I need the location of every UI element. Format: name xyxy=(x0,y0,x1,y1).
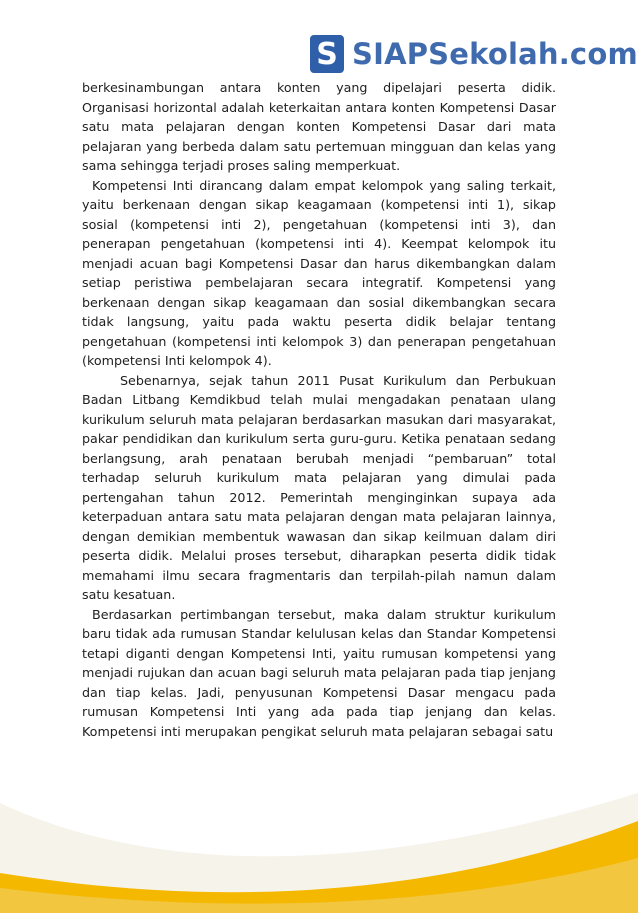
paragraph: berkesinambungan antara konten yang dipelajari peserta didik. Organisasi horizontal adalah keterkaitan antara konten Kompetensi Dasar satu mata pelajaran dengan konten Kompetensi Dasar dari mata pelajaran yang berbeda dalam satu pertemuan mingguan dan kelas yang sama sehingga terjadi proses saling memperkuat. xyxy=(82,80,556,173)
decorative-swoosh xyxy=(0,763,638,913)
paragraph: Kompetensi Inti dirancang dalam empat kelompok yang saling terkait, yaitu berkenaan dengan sikap keagamaan (kompetensi inti 1), sikap sosial (kompetensi inti 2), pengetahuan (kompetensi inti 3), dan penerapan pengetahuan (kompetensi inti 4). Keempat kelompok itu menjadi acuan bagi Kompetensi Dasar dan harus dikembangkan dalam setiap peristiwa pembelajaran secara integratif. Kompetensi yang berkenaan dengan sikap keagamaan dan sosial dikembangkan secara tidak langsung, yaitu pada waktu peserta didik belajar tentang pengetahuan (kompetensi inti kelompok 3) dan penerapan pengetahuan (kompetensi Inti kelompok 4). xyxy=(82,177,556,368)
paragraph: Berdasarkan pertimbangan tersebut, maka dalam struktur kurikulum baru tidak ada rumusan Standar kelulusan kelas dan Standar Kompetensi tetapi diganti dengan Kompetensi Inti, yaitu rumusan kompetensi yang menjadi rujukan dan acuan bagi seluruh mata pelajaran pada tiap jenjang dan tiap kelas. Jadi, penyusunan Kompetensi Dasar mengacu pada rumusan Kompetensi Inti yang ada pada tiap jenjang dan kelas. Kompetensi inti merupakan pengikat seluruh mata pelajaran sebagai satu xyxy=(82,606,556,739)
body-text xyxy=(82,78,556,741)
watermark-logo xyxy=(310,34,638,74)
paragraph: Sebenarnya, sejak tahun 2011 Pusat Kurikulum dan Perbukuan Badan Litbang Kemdikbud telah mulai mengadakan penataan ulang kurikulum seluruh mata pelajaran berdasarkan masukan dari masyarakat, pakar pendidikan dan kurikulum serta guru-guru. Ketika penataan sedang berlangsung, arah penataan berubah menjadi “pembaruan” total terhadap seluruh kurikulum mata pelajaran yang dimulai pada pertengahan tahun 2012. Pemerintah menginginkan supaya ada keterpaduan antara satu mata pelajaran dengan mata pelajaran lainnya, dengan demikian membentuk wawasan dan sikap keilmuan dalam diri peserta didik. Melalui proses tersebut, diharapkan peserta didik tidak memahami ilmu secara fragmentaris dan terpilah-pilah namun dalam satu kesatuan. xyxy=(82,372,556,602)
watermark-badge: S xyxy=(310,35,344,73)
watermark-text: SIAPSekolah.com xyxy=(352,37,638,71)
